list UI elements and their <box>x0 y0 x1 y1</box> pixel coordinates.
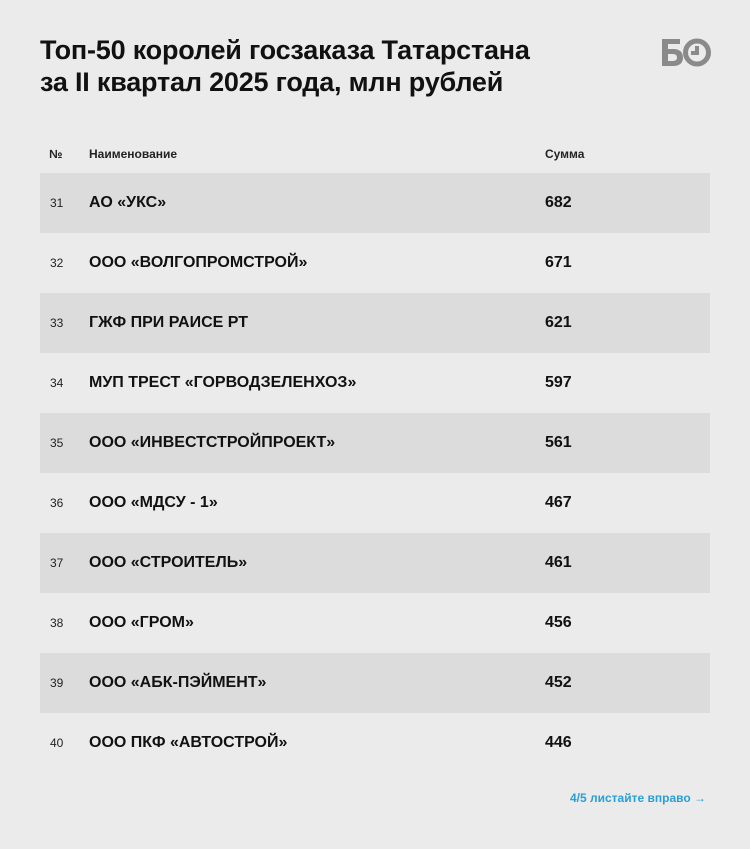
page-title <box>40 34 600 98</box>
table-row <box>40 473 710 533</box>
table-row <box>40 653 710 713</box>
row-number: 32 <box>50 256 64 270</box>
column-header-number: № <box>49 147 63 161</box>
company-name: ООО «МДСУ - 1» <box>89 494 218 511</box>
table-row <box>40 533 710 593</box>
contract-sum: 561 <box>545 434 572 451</box>
row-number: 39 <box>50 676 64 690</box>
row-number: 33 <box>50 316 64 330</box>
table-row <box>40 593 710 653</box>
column-header-name: Наименование <box>89 147 178 161</box>
row-number: 35 <box>50 436 64 450</box>
contract-sum: 671 <box>545 254 572 271</box>
row-number: 34 <box>50 376 64 390</box>
company-name: ООО «ИНВЕСТСТРОЙПРОЕКТ» <box>89 434 336 451</box>
company-name: ООО «АБК-ПЭЙМЕНТ» <box>89 674 267 691</box>
company-name: МУП ТРЕСТ «ГОРВОДЗЕЛЕНХОЗ» <box>89 374 357 391</box>
contract-sum: 467 <box>545 494 572 511</box>
row-number: 37 <box>50 556 64 570</box>
company-name: ООО «ВОЛГОПРОМСТРОЙ» <box>89 254 308 271</box>
company-name: АО «УКС» <box>89 194 167 211</box>
swipe-right-hint[interactable]: 4/5 листайте вправо → <box>569 791 706 805</box>
contract-sum: 446 <box>545 734 572 751</box>
table-body <box>40 173 710 773</box>
title-line-2: за II квартал 2025 года, млн рублей <box>40 67 504 97</box>
row-number: 31 <box>50 196 64 210</box>
table-row <box>40 353 710 413</box>
row-number: 38 <box>50 616 64 630</box>
company-name: ООО «ГРОМ» <box>89 614 194 631</box>
row-number: 40 <box>50 736 64 750</box>
contract-sum: 621 <box>545 314 572 331</box>
row-number: 36 <box>50 496 64 510</box>
table-header <box>40 143 710 165</box>
company-name: ООО ПКФ «АВТОСТРОЙ» <box>89 734 288 751</box>
table-row <box>40 233 710 293</box>
contract-sum: 682 <box>545 194 572 211</box>
company-name: ООО «СТРОИТЕЛЬ» <box>89 554 248 571</box>
company-name: ГЖФ ПРИ РАИСЕ РТ <box>89 314 248 331</box>
contract-sum: 461 <box>545 554 572 571</box>
table-row <box>40 413 710 473</box>
table-row <box>40 173 710 233</box>
table-row <box>40 293 710 353</box>
contract-sum: 456 <box>545 614 572 631</box>
contract-sum: 597 <box>545 374 572 391</box>
title-line-1: Топ-50 королей госзаказа Татарстана <box>40 35 530 65</box>
contract-sum: 452 <box>545 674 572 691</box>
table-row <box>40 713 710 773</box>
bo-logo <box>660 36 712 70</box>
column-header-sum: Сумма <box>545 147 585 161</box>
